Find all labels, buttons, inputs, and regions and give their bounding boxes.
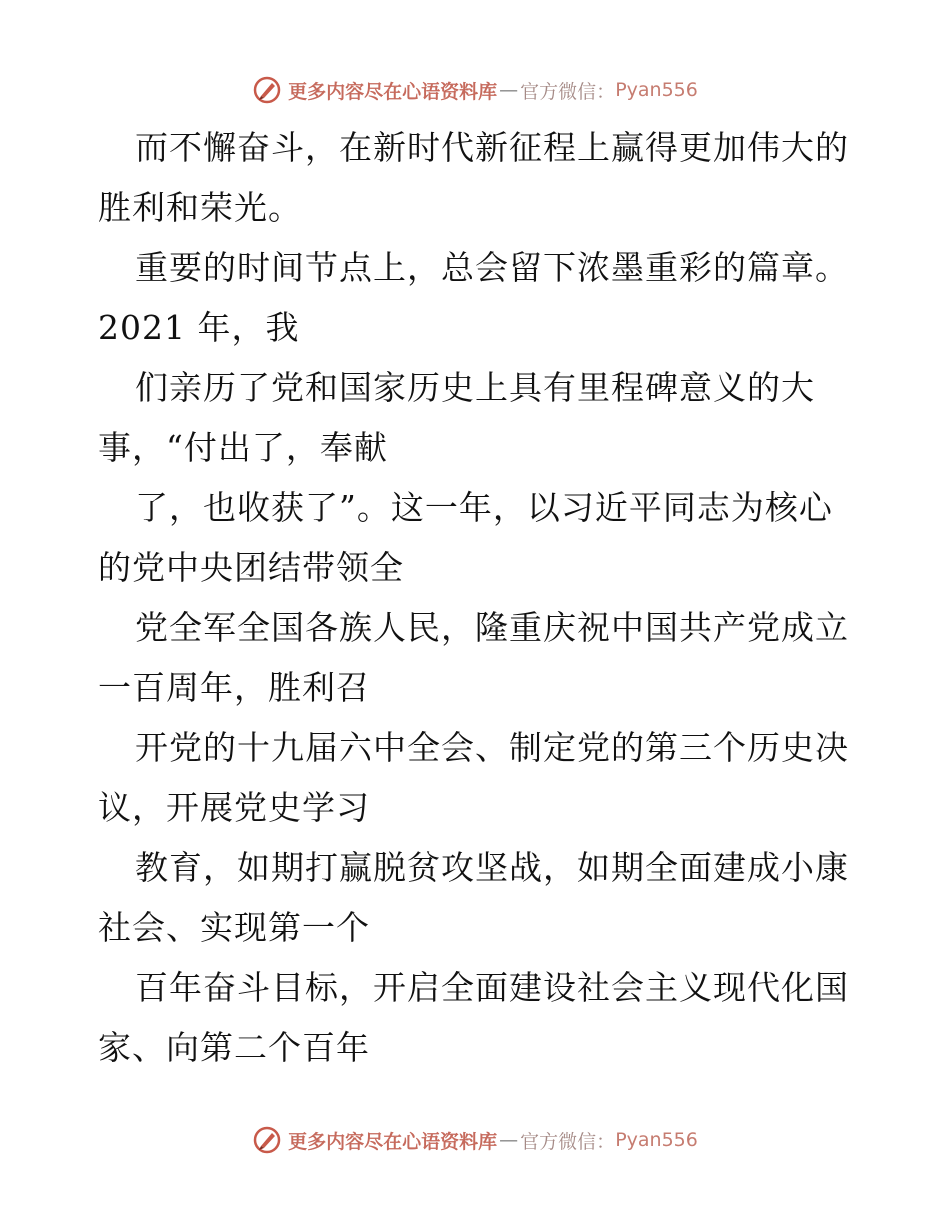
text-line: 事，“付出了，奉献 xyxy=(98,428,388,467)
watermark-wechat-id: Pyan556 xyxy=(615,1129,698,1151)
watermark-wechat-id: Pyan556 xyxy=(615,79,698,101)
text-line: 社会、实现第一个 xyxy=(98,908,370,947)
text-line: 重要的时间节点上，总会留下浓墨重彩的篇章。 xyxy=(135,248,849,287)
text-line: 了，也收获了”。这一年，以习近平同志为核心 xyxy=(135,488,833,527)
text-line: 的党中央团结带领全 xyxy=(98,548,404,587)
header-watermark xyxy=(0,72,950,108)
footer-watermark xyxy=(0,1122,950,1158)
text-line: 一百周年，胜利召 xyxy=(98,668,370,707)
text-line: 2021 年，我 xyxy=(98,308,300,347)
text-line: 家、向第二个百年 xyxy=(98,1028,370,1067)
document-body xyxy=(98,118,858,1078)
text-line: 们亲历了党和国家历史上具有里程碑意义的大 xyxy=(135,368,815,407)
pen-logo-icon xyxy=(252,75,282,105)
pen-logo-icon xyxy=(252,1125,282,1155)
watermark-contact-label: 官方微信： xyxy=(520,1130,616,1153)
text-line: 开党的十九届六中全会、制定党的第三个历史决 xyxy=(135,728,849,767)
watermark-separator: — xyxy=(499,1129,519,1151)
watermark-brand: 更多内容尽在心语资料库 xyxy=(288,80,498,103)
watermark-separator: — xyxy=(499,79,519,101)
text-line: 而不懈奋斗，在新时代新征程上赢得更加伟大的 xyxy=(135,128,849,167)
watermark-contact-label: 官方微信： xyxy=(520,80,616,103)
text-line: 党全军全国各族人民，隆重庆祝中国共产党成立 xyxy=(135,608,849,647)
text-line: 议，开展党史学习 xyxy=(98,788,370,827)
text-line: 教育，如期打赢脱贫攻坚战，如期全面建成小康 xyxy=(135,848,849,887)
text-line: 胜利和荣光。 xyxy=(98,188,302,227)
text-line: 百年奋斗目标，开启全面建设社会主义现代化国 xyxy=(135,968,849,1007)
watermark-brand: 更多内容尽在心语资料库 xyxy=(288,1130,498,1153)
